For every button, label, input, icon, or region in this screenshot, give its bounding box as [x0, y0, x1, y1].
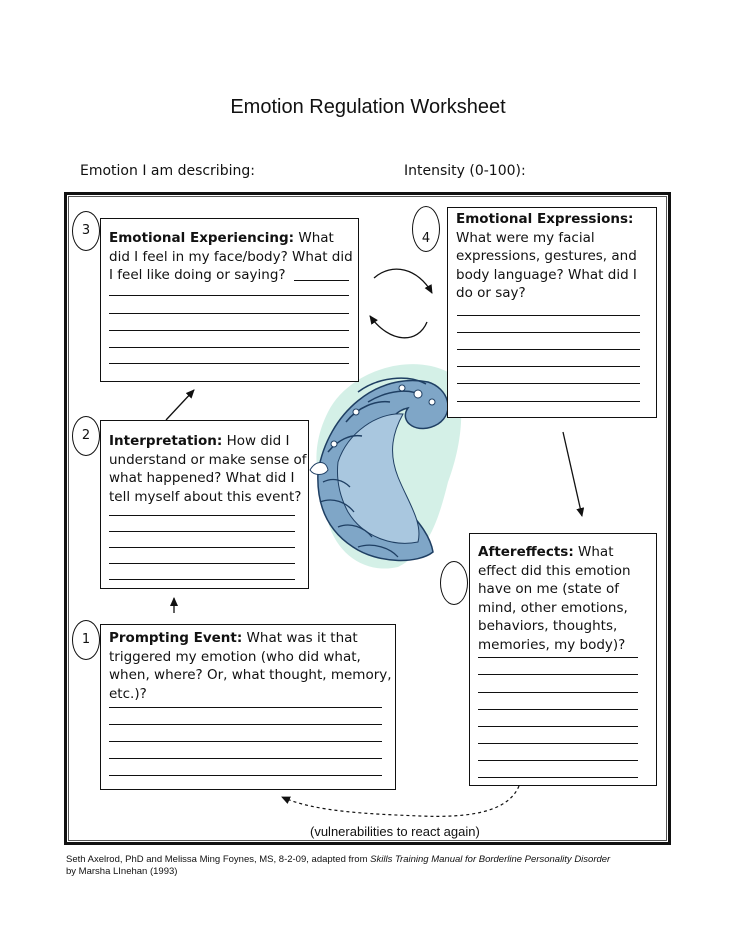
aftereffects-heading: Aftereffects: — [478, 544, 574, 560]
step-number-1: 1 — [72, 620, 100, 660]
arrow-2-to-3 — [166, 390, 194, 420]
prompting-event-question: What was it that triggered my emotion (who did what, when, where? Or, what thought, memory, etc.)? — [109, 630, 392, 702]
emotion-label: Emotion I am describing: — [80, 163, 255, 179]
intensity-label: Intensity (0-100): — [404, 163, 526, 179]
prompting-event-heading: Prompting Event: — [109, 630, 243, 646]
step-number-3: 3 — [72, 211, 100, 251]
interpretation-question: How did I understand or make sense of what happened? What did I tell myself about this event? — [109, 433, 307, 505]
citation-authors: Seth Axelrod, PhD and Melissa Ming Foynes, MS, 8-2-09, adapted from — [66, 854, 371, 865]
emotional-experiencing-question: What did I feel in my face/body? What did I feel like doing or saying? — [109, 230, 353, 283]
arrow-4-to-5 — [563, 432, 582, 516]
citation-footer — [66, 854, 686, 878]
vulnerabilities-label: (vulnerabilities to react again) — [310, 824, 480, 839]
arrow-3-to-4 — [374, 269, 432, 293]
citation-author-line: by Marsha LInehan (1993) — [66, 866, 178, 877]
step-number-4: 4 — [412, 206, 440, 252]
arrow-5-to-1-dashed — [282, 786, 519, 816]
emotional-expressions-heading: Emotional Expressions: — [456, 211, 634, 227]
aftereffects-question: What effect did this emotion have on me (state of mind, other emotions, behaviors, thoughts, memories, my body)? — [478, 544, 631, 653]
step-number-2: 2 — [72, 416, 100, 456]
emotional-expressions-question: What were my facial expressions, gestures, and body language? What did I do or say? — [456, 229, 637, 301]
emotional-experiencing-heading: Emotional Experiencing: — [109, 230, 295, 246]
citation-book-title: Skills Training Manual for Borderline Personality Disorder — [370, 854, 611, 865]
interpretation-heading: Interpretation: — [109, 433, 223, 449]
arrow-4-to-3 — [370, 316, 427, 338]
page-title: Emotion Regulation Worksheet — [230, 96, 506, 118]
